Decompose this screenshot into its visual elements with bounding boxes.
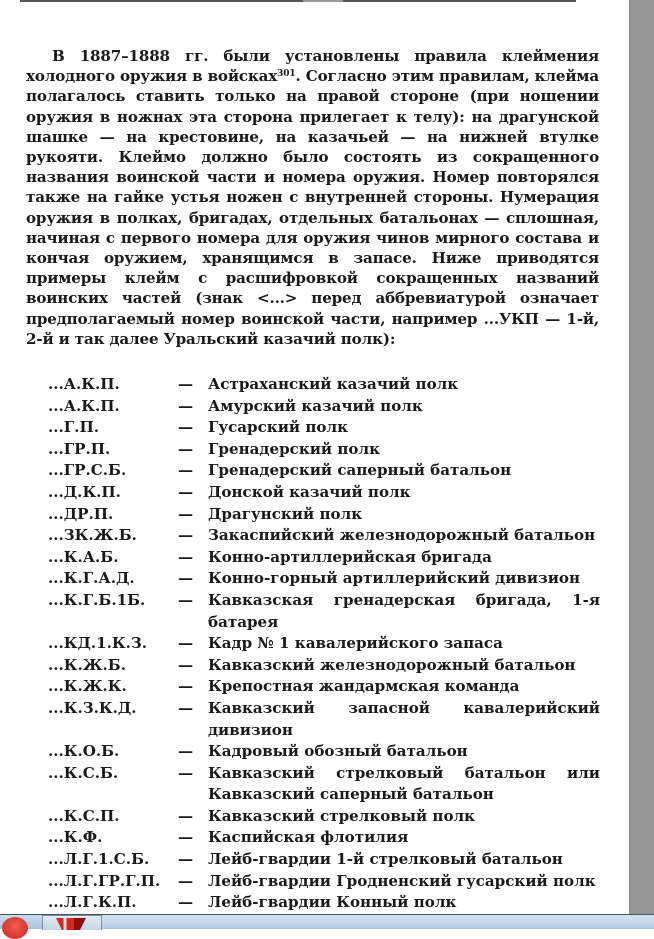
abbreviation-code: ...А.К.П. (48, 375, 120, 393)
abbreviation-row (48, 741, 600, 763)
abbreviation-code: ...К.Г.Б.1Б. (48, 590, 146, 609)
intro-text-part1: В 1887–1888 гг. были установлены правила клеймения холодного оружия в войсках (26, 47, 599, 86)
abbreviation-code: ...А.К.П. (48, 396, 120, 415)
abbreviation-row (48, 849, 600, 871)
em-dash-separator: — (178, 526, 194, 545)
em-dash-separator: — (178, 482, 194, 501)
abbreviation-code: ...К.Ф. (48, 828, 103, 847)
abbreviation-row (48, 698, 600, 741)
abbreviation-meaning: Кавказский стрелковый батальон или Кавказский саперный батальон (208, 763, 600, 804)
abbreviation-row (48, 827, 600, 849)
em-dash-separator: — (178, 806, 194, 825)
abbreviation-meaning: Лейб-гвардии Конный полк (208, 893, 457, 912)
abbreviation-code: ...К.О.Б. (48, 742, 120, 761)
em-dash-separator: — (178, 590, 194, 609)
abbreviation-code: ...К.А.Б. (48, 547, 119, 566)
abbreviation-row (48, 806, 600, 828)
footnote-reference[interactable]: 301 (277, 69, 296, 80)
abbreviation-row (48, 676, 600, 698)
em-dash-separator: — (178, 763, 194, 782)
abbreviation-code: ...К.С.Б. (48, 763, 119, 782)
abbreviation-row (48, 504, 600, 526)
abbreviation-code: ...К.З.К.Д. (48, 698, 137, 717)
abbreviation-meaning: Кавказская гренадерская бригада, 1-я батарея (208, 590, 600, 631)
abbreviation-code: ...ЗК.Ж.Б. (48, 526, 137, 545)
em-dash-separator: — (178, 504, 194, 523)
em-dash-separator: — (178, 418, 194, 437)
abbreviation-row (48, 763, 600, 806)
abbreviation-code: ...К.С.П. (48, 806, 120, 825)
abbreviation-meaning: Гренадерский саперный батальон (208, 461, 512, 480)
abbreviation-meaning: Гусарский полк (208, 418, 349, 437)
em-dash-separator: — (178, 698, 194, 717)
em-dash-separator: — (178, 655, 194, 674)
abbreviation-row (48, 460, 600, 482)
abbreviation-row (48, 417, 600, 439)
abbreviation-row (48, 655, 600, 677)
abbreviation-meaning: Конно-горный артиллерийский дивизион (208, 569, 581, 588)
intro-paragraph (26, 46, 599, 349)
abbreviation-code: ...К.Ж.Б. (48, 655, 126, 674)
abbreviation-meaning: Кадр № 1 кавалерийского запаса (208, 634, 503, 653)
em-dash-separator: — (178, 871, 194, 890)
em-dash-separator: — (178, 850, 194, 869)
abbreviation-code: ...КД.1.К.З. (48, 634, 148, 653)
abbreviation-code: ...К.Ж.К. (48, 677, 127, 696)
abbreviation-row (48, 396, 600, 418)
abbreviation-row (48, 633, 600, 655)
abbreviation-list (48, 374, 600, 914)
abbreviation-meaning: Кадровый обозный батальон (208, 742, 468, 761)
abbreviation-code: ...ДР.П. (48, 504, 114, 523)
abbreviation-meaning: Лейб-гвардии Гродненский гусарский полк (208, 871, 596, 890)
abbreviation-row (48, 374, 600, 396)
abbreviation-row (48, 547, 600, 569)
em-dash-separator: — (178, 461, 194, 480)
abbreviation-meaning: Каспийская флотилия (208, 828, 409, 847)
taskbar-empty-area[interactable] (102, 915, 654, 928)
vertical-scrollbar-thumb[interactable] (629, 0, 654, 914)
intro-text-part2: . Согласно этим правилам, клейма полагалось ставить только на правой стороне (при ношении оружия в ножнах эта сторона прилегает к телу): на драгунской шашке — на крестовине, на казачьей — на нижней втулке рукояти. Клеймо должно было состоять из сокращенного названия воинской части и номера оружия. Номер повторялся также на гайке устья ножен с внутренней стороны. Нумерация оружия в полках, бригадах, отдельных батальонах — сплошная, начиная с первого номера для оружия чинов мирного состава и кончая оружием, хранящимся в запасе. Ниже приводятся примеры клейм с расшифровкой сокращенных названий воинских частей (знак <...> перед аббревиатурой означает предполагаемый номер воинской части, например ...УКП — 1-й, 2-й и так далее Уральский казачий полк): (26, 67, 600, 348)
em-dash-separator: — (178, 742, 194, 761)
abbreviation-meaning: Крепостная жандармская команда (208, 677, 520, 696)
abbreviation-meaning: Астраханский казачий полк (208, 375, 459, 393)
em-dash-separator: — (178, 375, 194, 393)
abbreviation-meaning: Кавказский стрелковый полк (208, 806, 476, 825)
abbreviation-row (48, 568, 600, 590)
abbreviation-meaning: Конно-артиллерийская бригада (208, 547, 492, 566)
em-dash-separator: — (178, 396, 194, 415)
abbreviation-row (48, 525, 600, 547)
abbreviation-meaning: Донской казачий полк (208, 482, 411, 501)
abbreviation-code: ...Л.Г.1.С.Б. (48, 850, 150, 869)
abbreviation-meaning: Кавказский запасной кавалерийский дивизион (208, 698, 600, 739)
abbreviation-code: ...ГР.С.Б. (48, 461, 127, 480)
em-dash-separator: — (178, 547, 194, 566)
abbreviation-meaning: Закаспийский железнодорожный батальон (208, 526, 596, 545)
abbreviation-meaning: Драгунский полк (208, 504, 363, 523)
abbreviation-code: ...К.Г.А.Д. (48, 569, 135, 588)
em-dash-separator: — (178, 677, 194, 696)
page-top-rule-mark (303, 0, 343, 2)
abbreviation-meaning: Кавказский железнодорожный батальон (208, 655, 576, 674)
start-orb-icon[interactable] (2, 917, 28, 939)
abbreviation-code: ...Л.Г.ГР.Г.П. (48, 871, 161, 890)
abbreviation-row (48, 439, 600, 461)
abbreviation-row (48, 892, 600, 914)
abbreviation-code: ...Л.Г.К.П. (48, 893, 137, 912)
abbreviation-row (48, 590, 600, 633)
abbreviation-meaning: Гренадерский полк (208, 439, 381, 458)
page-top-rule (20, 0, 576, 2)
em-dash-separator: — (178, 828, 194, 847)
em-dash-separator: — (178, 893, 194, 912)
abbreviation-row (48, 482, 600, 504)
em-dash-separator: — (178, 439, 194, 458)
abbreviation-row (48, 871, 600, 893)
abbreviation-meaning: Лейб-гвардии 1-й стрелковый батальон (208, 850, 563, 869)
em-dash-separator: — (178, 634, 194, 653)
abbreviation-meaning: Амурский казачий полк (208, 396, 423, 415)
abbreviation-code: ...ГР.П. (48, 439, 111, 458)
abbreviation-code: ...Г.П. (48, 418, 99, 437)
em-dash-separator: — (178, 569, 194, 588)
abbreviation-code: ...Д.К.П. (48, 482, 121, 501)
